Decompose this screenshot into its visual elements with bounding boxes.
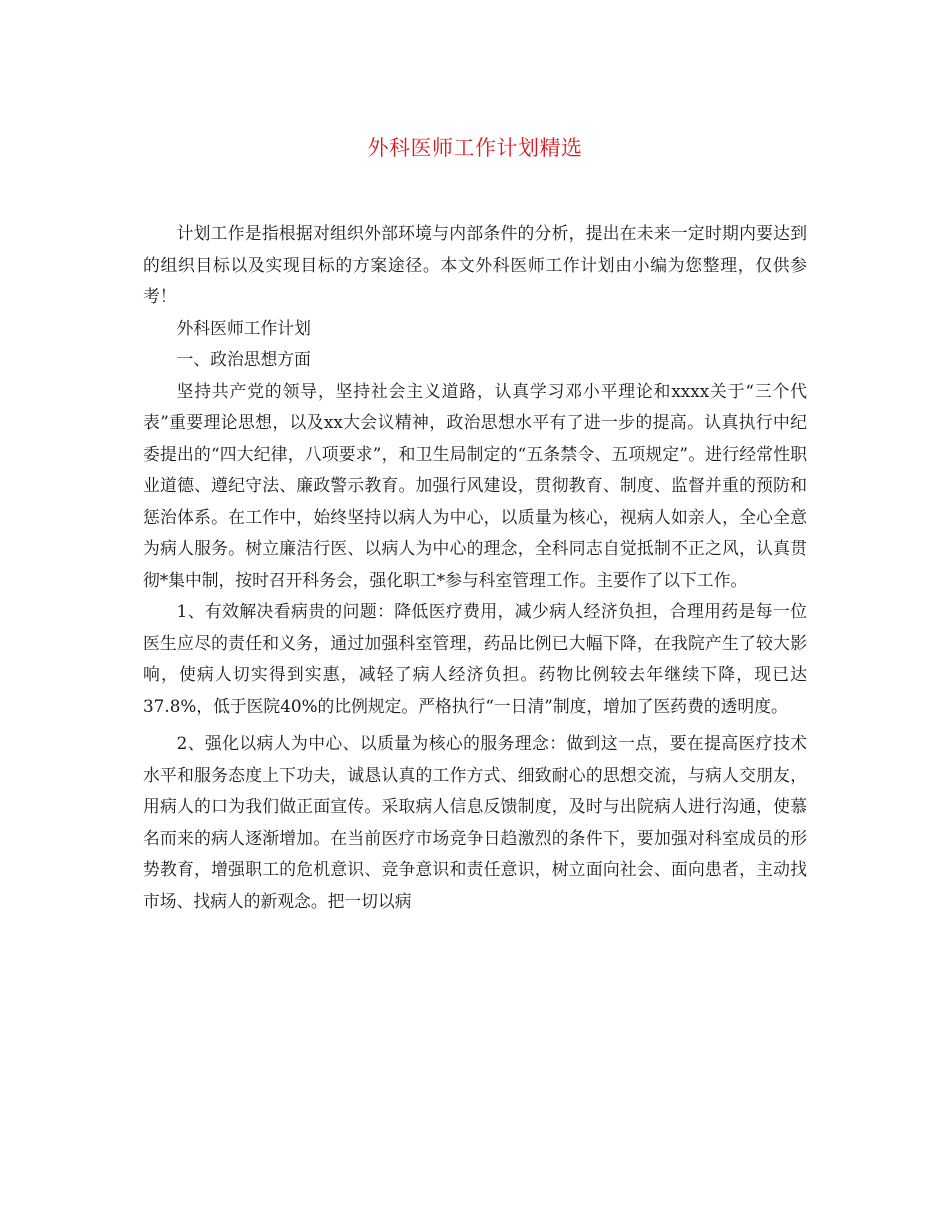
document-title: 外科医师工作计划精选 xyxy=(367,136,583,160)
section-heading-politics: 一、政治思想方面 xyxy=(176,349,311,369)
body-paragraph-item-1: 1、有效解决看病贵的问题：降低医疗费用，减少病人经济负担，合理用药是每一位医生应尽的责任和义务，通过加强科室管理，药品比例已大幅下降，在我院产生了较大影响，使病人切实得到实惠，减轻了病人经济负担。药物比例较去年继续下降，现已达37.8%，低于医院40%的比例规定。严格执行“一日清”制度，增加了医药费的透明度。 xyxy=(143,601,807,716)
document-body xyxy=(143,218,807,917)
body-paragraph-item-2: 2、强化以病人为中心、以质量为核心的服务理念：做到这一点，要在提高医疗技术水平和服务态度上下功夫，诚恳认真的工作方式、细致耐心的思想交流，与病人交朋友，用病人的口为我们做正面宣传。采取病人信息反馈制度，及时与出院病人进行沟通，使慕名而来的病人逐渐增加。在当前医疗市场竞争日趋激烈的条件下，要加强对科室成员的形势教育，增强职工的危机意识、竞争意识和责任意识，树立面向社会、面向患者，主动找市场、找病人的新观念。把一切以病 xyxy=(143,733,807,911)
intro-paragraph: 计划工作是指根据对组织外部环境与内部条件的分析，提出在未来一定时期内要达到的组织目标以及实现目标的方案途径。本文外科医师工作计划由小编为您整理，仅供参考！ xyxy=(143,223,807,306)
body-paragraph-politics: 坚持共产党的领导，坚持社会主义道路，认真学习邓小平理论和xxxx关于“三个代表”重要理论思想，以及xx大会议精神，政治思想水平有了进一步的提高。认真执行中纪委提出的“四大纪律，八项要求”，和卫生局制定的“五条禁令、五项规定”。进行经常性职业道德、遵纪守法、廉政警示教育。加强行风建设，贯彻教育、制度、监督并重的预防和惩治体系。在工作中，始终坚持以病人为中心，以质量为核心，视病人如亲人，全心全意为病人服务。树立廉洁行医、以病人为中心的理念，全科同志自觉抵制不正之风，认真贯彻*集中制，按时召开科务会，强化职工*参与科室管理工作。主要作了以下工作。 xyxy=(143,380,807,590)
section-heading-plan: 外科医师工作计划 xyxy=(176,317,311,338)
